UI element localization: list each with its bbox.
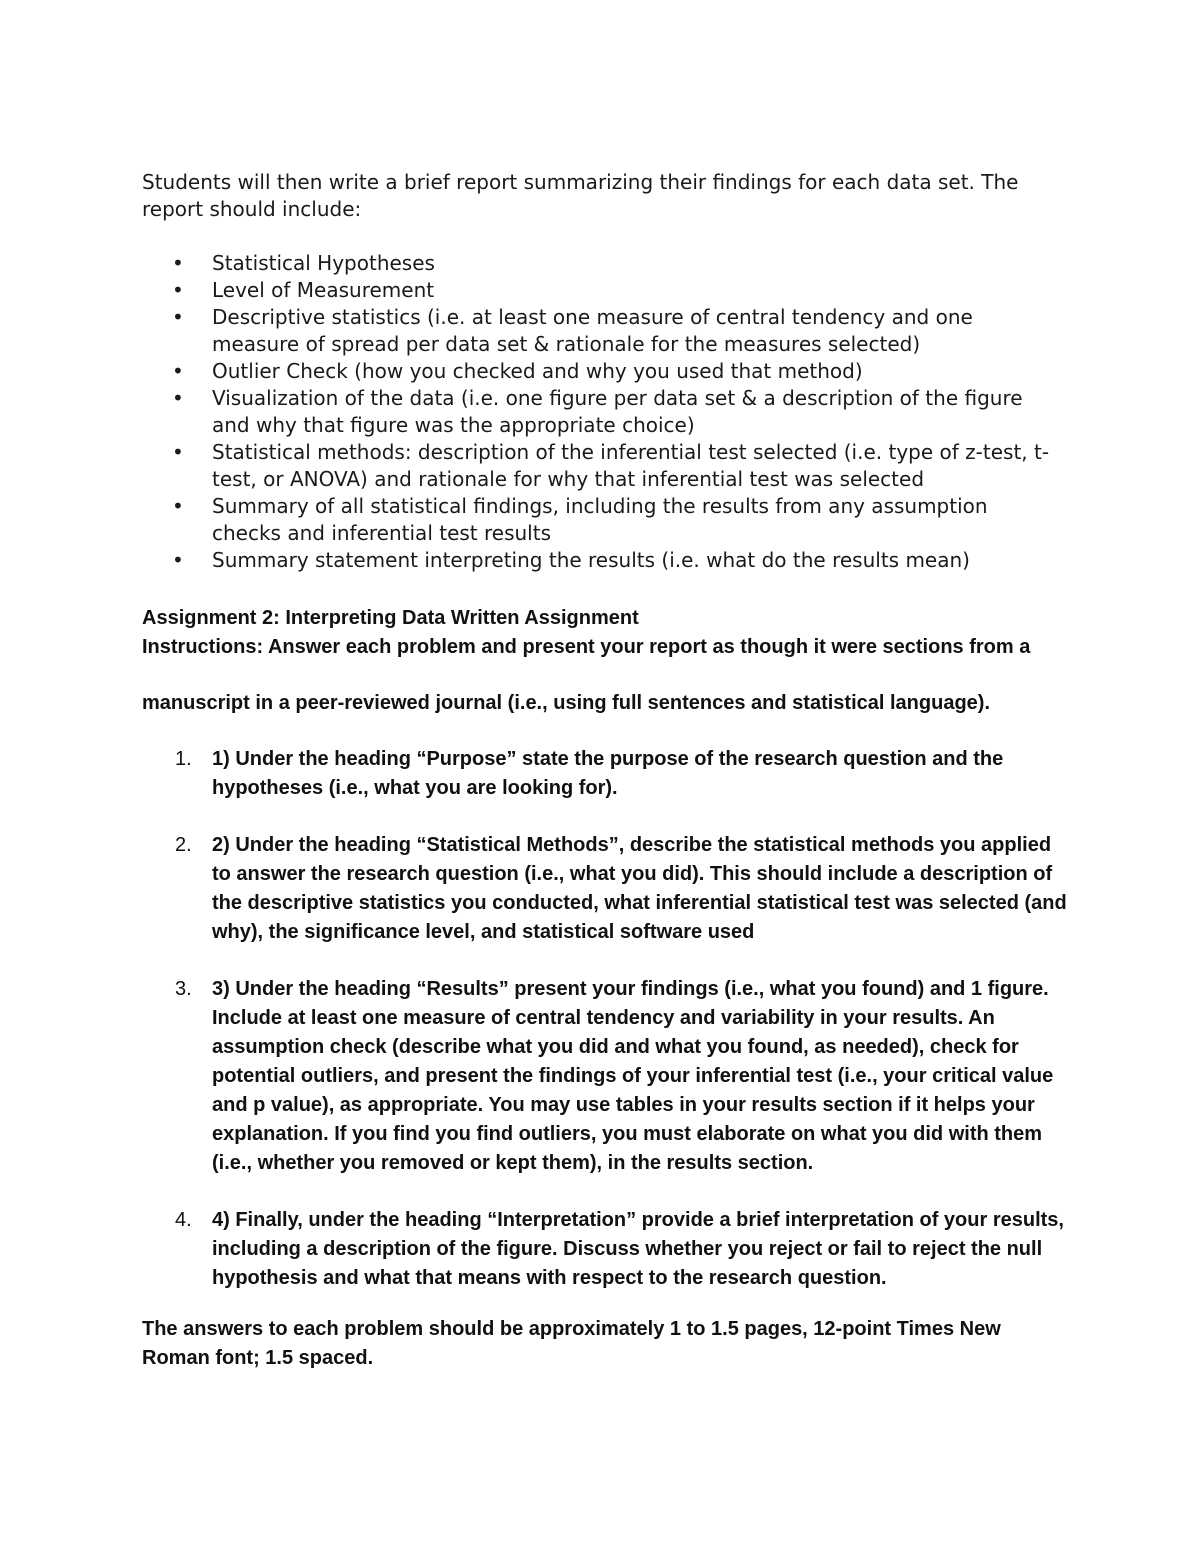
list-item	[142, 277, 1062, 304]
report-requirements-list	[142, 250, 1062, 574]
list-item	[142, 439, 1062, 493]
list-item-text: Summary statement interpreting the results (i.e. what do the results mean)	[212, 548, 970, 572]
bullet-icon: •	[172, 440, 184, 464]
instructions-text: Answer each problem and present your report as though it were sections from a	[263, 636, 1031, 658]
list-item	[142, 304, 1062, 358]
list-item	[142, 250, 1062, 277]
bullet-icon: •	[172, 251, 184, 275]
assignment-header	[142, 604, 1072, 662]
list-item-text: Statistical Hypotheses	[212, 251, 435, 275]
intro-paragraph	[142, 169, 1062, 223]
problem-text-start: 4) Finally, under the heading “Interpretation” provide a	[212, 1209, 737, 1231]
list-item	[142, 547, 1062, 574]
list-item-text: Statistical methods: description of the inferential test selected (i.e. type of z-test, t-test, or ANOVA) and rationale for why that inferential test was selected	[212, 440, 1050, 491]
bullet-icon: •	[172, 548, 184, 572]
instructions-continuation: manuscript in a peer-reviewed journal (i.e., using full sentences and statistical language).	[142, 692, 990, 714]
emphasis-word: brief	[736, 1209, 780, 1231]
list-item	[142, 493, 1062, 547]
list-item	[142, 358, 1062, 385]
problem-text: 1) Under the heading “Purpose” state the purpose of the research question and the hypotheses (i.e., what you are looking for).	[212, 748, 1004, 799]
bullet-icon: •	[172, 386, 184, 410]
problems-list	[142, 745, 1072, 1321]
list-item	[142, 385, 1062, 439]
list-item	[142, 975, 1072, 1178]
problem-text: 3) Under the heading “Results” present your findings (i.e., what you found) and 1 figure. Include at least one measure of central tendency and variability in your results. An assumption check (describe what you did and what you found, as needed), check for potential outliers, and present the findings of your inferential test (i.e., your critical value and p value), as appropriate. You may use tables in your results section if it helps your explanation. If you find you find outliers, you must elaborate on what you did with them (i.e., whether you removed or kept them), in the results section.	[212, 978, 1054, 1174]
bullet-icon: •	[172, 359, 184, 383]
bullet-icon: •	[172, 278, 184, 302]
problem-text-end: interpretation of your results, including a description of the figure. Discuss whether you reject or fail to reject the null hypothesis and what that means with respect to the research question.	[212, 1209, 1064, 1289]
list-item-text: Outlier Check (how you checked and why you used that method)	[212, 359, 863, 383]
instructions-line	[142, 633, 1072, 662]
list-item-text: Level of Measurement	[212, 278, 435, 302]
list-number: 1.	[175, 748, 192, 770]
list-item	[142, 831, 1072, 947]
list-item	[142, 1206, 1072, 1293]
list-item-text: Visualization of the data (i.e. one figure per data set & a description of the figure and why that figure was the appropriate choice)	[212, 386, 1023, 437]
bullet-icon: •	[172, 494, 184, 518]
list-item-text: Summary of all statistical findings, including the results from any assumption checks and inferential test results	[212, 494, 988, 545]
list-item-text: Descriptive statistics (i.e. at least one measure of central tendency and one measure of spread per data set & rationale for the measures selected)	[212, 305, 973, 356]
list-number: 4.	[175, 1209, 192, 1231]
closing-note: The answers to each problem should be approximately 1 to 1.5 pages, 12-point Times New Roman font; 1.5 spaced.	[142, 1318, 1001, 1369]
problem-text: 2) Under the heading “Statistical Methods”, describe the statistical methods you applied to answer the research question (i.e., what you did). This should include a description of the descriptive statistics you conducted, what inferential statistical test was selected (and why), the significance level, and statistical software used	[212, 834, 1067, 943]
list-number: 3.	[175, 978, 192, 1000]
bullet-icon: •	[172, 305, 184, 329]
instructions-label: Instructions:	[142, 636, 264, 658]
list-item	[142, 745, 1072, 803]
assignment-title: Assignment 2: Interpreting Data Written Assignment	[142, 607, 639, 629]
list-number: 2.	[175, 834, 192, 856]
intro-text: Students will then write a brief report summarizing their findings for each data set. The report should include:	[142, 170, 1019, 221]
